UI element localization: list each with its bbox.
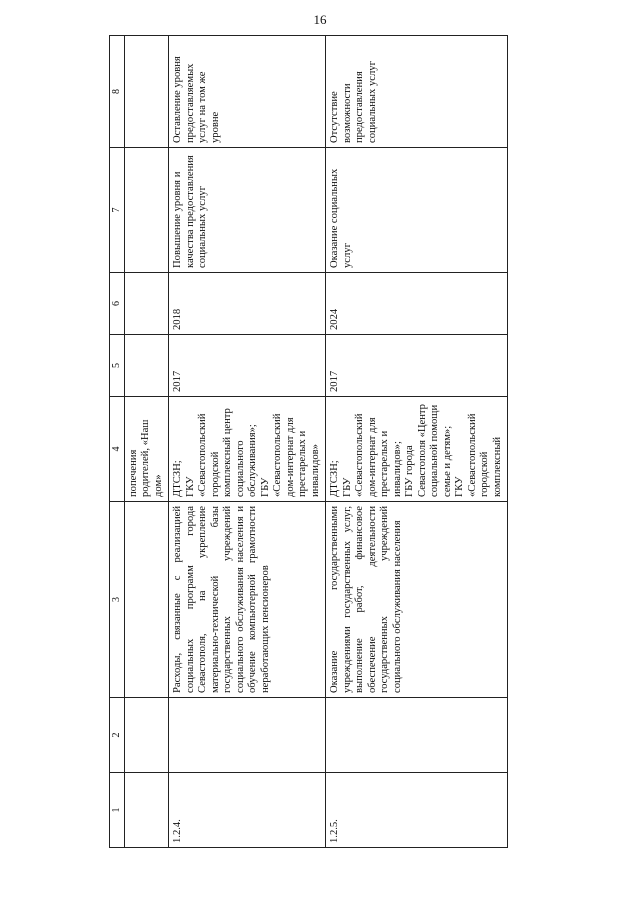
row-consequence: Оставление уровня предоставляемых услуг на том же уровне: [169, 36, 326, 148]
header-row: [110, 36, 125, 848]
table-row: [169, 36, 326, 848]
header-col-3: 3: [110, 502, 125, 698]
cont-col-3: [124, 502, 169, 698]
header-col-6: 6: [110, 273, 125, 335]
cont-col-5: [124, 335, 169, 397]
row-end-year: 2024: [326, 273, 508, 335]
row-executors: ДТСЗН; ГКУ «Севастопольский городской комплексный центр социального обслуживания»; ГБУ «Севастопольский дом-интернат для престарелых и инвалидов»: [169, 397, 326, 502]
cont-col-6: [124, 273, 169, 335]
rotated-table-container: [109, 36, 503, 848]
table-row: [326, 36, 508, 848]
row-description: Расходы, связанные с реализацией социальных программ города Севастополя, на укрепление материально-технической базы государственных учреждений социального обслуживания населения и обучение компьютерной грамотности неработающих пенсионеров: [169, 502, 326, 698]
cont-col-8: [124, 36, 169, 148]
row-consequence: Отсутствие возможности предоставления социальных услуг: [326, 36, 508, 148]
row-start-year: 2017: [326, 335, 508, 397]
cont-col-2: [124, 698, 169, 773]
cont-col-7: [124, 148, 169, 273]
row-end-year: 2018: [169, 273, 326, 335]
measures-table: [109, 35, 508, 848]
header-col-1: 1: [110, 773, 125, 848]
row-col-2: [169, 698, 326, 773]
header-col-8: 8: [110, 36, 125, 148]
row-description: Оказание государственными учреждениями государственных услуг, выполнение работ, финансовое обеспечение деятельности государственных учреждений социального обслуживания населения: [326, 502, 508, 698]
header-col-7: 7: [110, 148, 125, 273]
row-executors: ДТСЗН; ГБУ «Севастопольский дом-интернат для престарелых и инвалидов»; ГБУ города Севастополя «Центр социальной помощи семье и детям»; ГКУ «Севастопольский городской комплексный: [326, 397, 508, 502]
row-result: Оказание социальных услуг: [326, 148, 508, 273]
header-col-4: 4: [110, 397, 125, 502]
row-start-year: 2017: [169, 335, 326, 397]
cont-executors: попечения родителей, «Наш дом»: [124, 397, 169, 502]
row-id: 1.2.5.: [326, 773, 508, 848]
continuation-row: [124, 36, 169, 848]
cont-col-1: [124, 773, 169, 848]
row-col-2: [326, 698, 508, 773]
header-col-5: 5: [110, 335, 125, 397]
row-result: Повышение уровня и качества предоставления социальных услуг: [169, 148, 326, 273]
row-id: 1.2.4.: [169, 773, 326, 848]
header-col-2: 2: [110, 698, 125, 773]
page-number: 16: [313, 12, 327, 27]
